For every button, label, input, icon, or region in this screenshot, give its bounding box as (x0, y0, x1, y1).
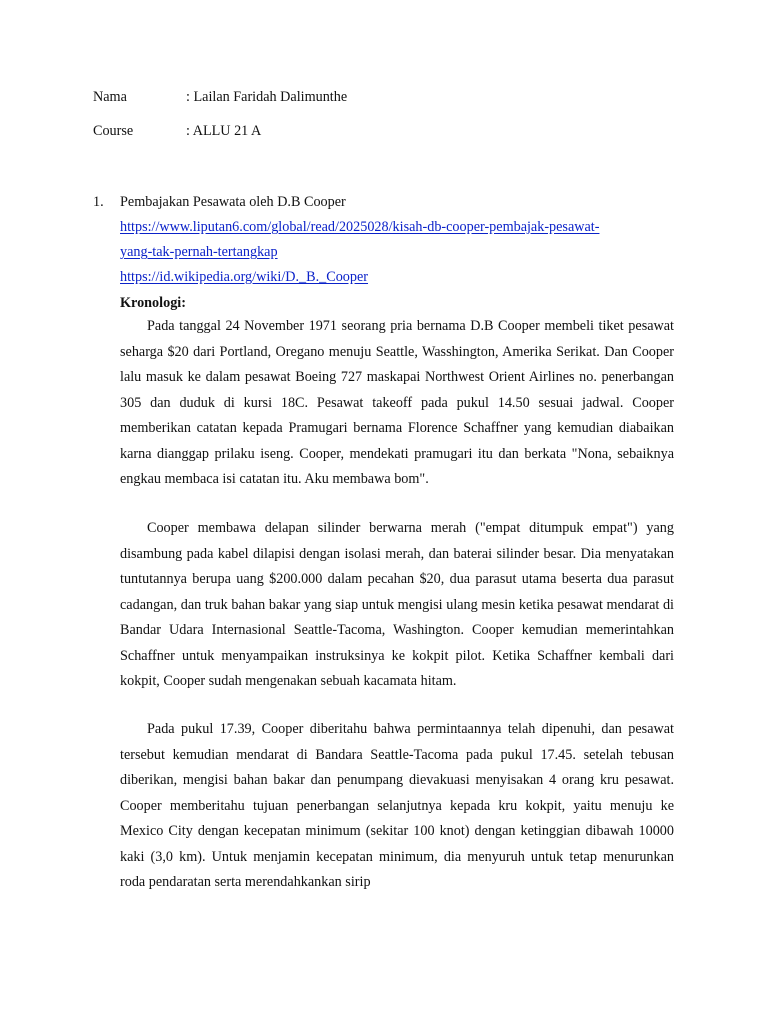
paragraph-2-text: Cooper membawa delapan silinder berwarna merah ("empat ditumpuk empat") yang disambung pada kabel dilapisi dengan isolasi merah, dan baterai silinder besar. Dia menyatakan tuntutannya berupa uang $200.000 dalam pecahan $20, dua parasut utama beserta dua parasut cadangan, dan truk bahan bakar yang siap untuk mengisi ulang mesin ketika pesawat mendarat di Bandar Udara Internasional Seattle-Tacoma, Washington. Cooper kemudian memerintahkan Schaffner untuk menyampaikan instruksinya ke kokpit pilot. Ketika Schaffner kembali dari kokpit, Cooper sudah mengenakan sebuah kacamata hitam. (120, 520, 674, 689)
paragraph-3 (120, 717, 674, 896)
section-number: 1. (93, 194, 104, 210)
course-label: Course (93, 123, 134, 139)
paragraph-3-text: Pada pukul 17.39, Cooper diberitahu bahwa permintaannya telah dipenuhi, dan pesawat tersebut kemudian mendarat di Bandara Seattle-Tacoma pada pukul 17.45. setelah tebusan diberikan, mengisi bahan bakar dan penumpang dievakuasi menyisakan 4 orang kru pesawat. Cooper memberitahu tujuan penerbangan selanjutnya kepada kru kokpit, yaitu menuju ke Mexico City dengan kecepatan minimum (sekitar 100 knot) dengan ketinggian dibawah 10000 kaki (3,0 km). Untuk menjamin kecepatan minimum, dia menyuruh untuk tetap menurunkan roda pendaratan serta merendahkankan sirip (120, 721, 674, 890)
source-link-liputan6[interactable]: https://www.liputan6.com/global/read/2025028/kisah-db-cooper-pembajak-pesawat- (120, 219, 600, 235)
course-value: : ALLU 21 A (186, 123, 262, 139)
source-link-liputan6-continued[interactable]: yang-tak-pernah-tertangkap (120, 244, 278, 260)
name-value: : Lailan Faridah Dalimunthe (186, 89, 348, 105)
paragraph-1-text: Pada tanggal 24 November 1971 seorang pria bernama D.B Cooper membeli tiket pesawat seharga $20 dari Portland, Oregano menuju Seattle, Wasshington, Amerika Serikat. Dan Cooper lalu masuk ke dalam pesawat Boeing 727 maskapai Northwest Orient Airlines no. penerbangan 305 dan duduk di kursi 18C. Pesawat takeoff pada pukul 14.50 sesuai jadwal. Cooper memberikan catatan kepada Pramugari bernama Florence Schaffner yang kemudian diabaikan karna dianggap prilaku iseng. Cooper, mendekati pramugari itu dan berkata "Nona, sebaiknya engkau membaca isi catatan itu. Aku membawa bom". (120, 318, 674, 487)
name-label: Nama (93, 89, 127, 105)
source-link-wikipedia[interactable]: https://id.wikipedia.org/wiki/D._B._Cooper (120, 269, 369, 285)
chronology-heading: Kronologi: (120, 295, 186, 311)
paragraph-1 (120, 314, 674, 493)
paragraph-2 (120, 516, 674, 695)
section-title: Pembajakan Pesawata oleh D.B Cooper (120, 194, 346, 210)
